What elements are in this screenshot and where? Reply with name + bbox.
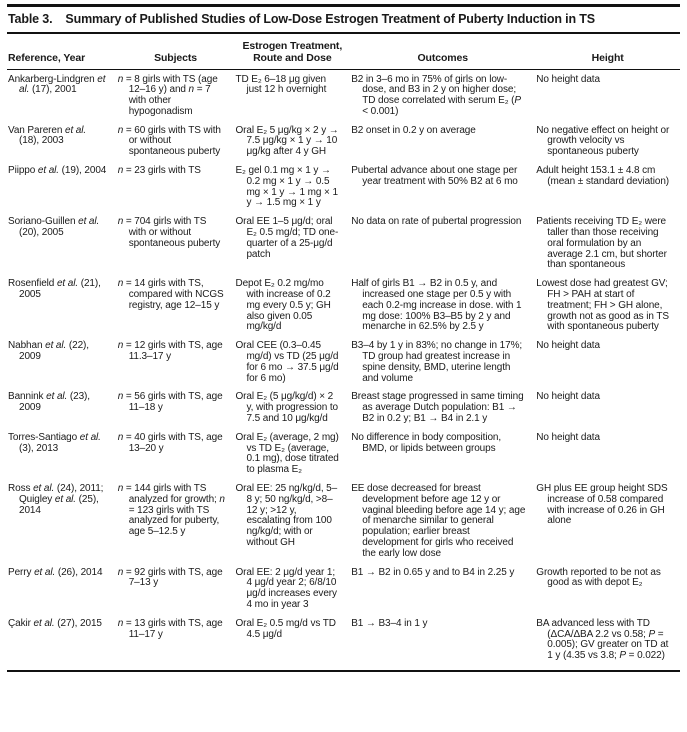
table-row bbox=[7, 433, 680, 484]
cell-reference: Rosenfield et al. (21), 2005 bbox=[8, 278, 101, 301]
cell-outcomes: EE dose decreased for breast development before age 12 y or vaginal bleeding before age 14 y; age of menarche similar to general population; earlier breast development for girls who received the early low dose bbox=[351, 483, 526, 559]
cell-height: No height data bbox=[536, 340, 600, 352]
cell-subjects: n = 13 girls with TS, age 11–17 y bbox=[117, 617, 223, 640]
cell-height: No negative effect on height or growth velocity vs spontaneous puberty bbox=[536, 124, 670, 158]
table-header bbox=[7, 34, 680, 69]
cell-height: No height data bbox=[536, 391, 600, 403]
cell-outcomes: B1 → B3–4 in 1 y bbox=[351, 617, 428, 629]
cell-reference: Bannink et al. (23), 2009 bbox=[8, 391, 90, 414]
table-row bbox=[7, 166, 680, 217]
cell-treatment: Oral E₂ (5 μg/kg/d) × 2 y, with progression to 7.5 and 10 μg/kg/d bbox=[235, 391, 338, 425]
cell-outcomes: B1 → B2 in 0.65 y and to B4 in 2.25 y bbox=[351, 566, 515, 578]
table-title: Summary of Published Studies of Low-Dose Estrogen Treatment of Puberty Induction in TS bbox=[65, 12, 595, 26]
table-row bbox=[7, 69, 680, 126]
table-caption bbox=[7, 4, 680, 34]
cell-treatment: Oral EE: 2 μg/d year 1; 4 μg/d year 2; 6/8/10 μg/d increases every 4 mo in year 3 bbox=[235, 566, 337, 610]
cell-treatment: Oral E₂ 5 μg/kg × 2 y → 7.5 μg/kg × 1 y → 10 μg/kg after 4 y GH bbox=[235, 124, 339, 158]
cell-subjects: n = 92 girls with TS, age 7–13 y bbox=[117, 566, 223, 589]
cell-outcomes: B3–4 by 1 y in 83%; no change in 17%; TD group had greatest increase in spine density, BMD, uterine length and volume bbox=[351, 340, 523, 384]
col-header-estrogen-treatment: Estrogen Treatment, Route and Dose bbox=[234, 34, 350, 69]
col-header-reference-year: Reference, Year bbox=[7, 34, 117, 69]
cell-reference: Soriano-Guillen et al. (20), 2005 bbox=[8, 216, 100, 239]
cell-subjects: n = 144 girls with TS analyzed for growth; n = 123 girls with TS analyzed for puberty, age 5–12.5 y bbox=[117, 483, 225, 538]
cell-treatment: Oral E₂ 0.5 mg/d vs TD 4.5 μg/d bbox=[235, 617, 336, 640]
cell-subjects: n = 40 girls with TS, age 13–20 y bbox=[117, 431, 223, 454]
studies-table bbox=[7, 34, 680, 672]
cell-reference: Nabhan et al. (22), 2009 bbox=[8, 340, 89, 363]
cell-subjects: n = 12 girls with TS, age 11.3–17 y bbox=[117, 340, 223, 363]
cell-treatment: Depot E₂ 0.2 mg/mo with increase of 0.2 mg every 0.5 y; GH also given 0.05 mg/kg/d bbox=[235, 278, 331, 333]
cell-reference: Van Pareren et al. (18), 2003 bbox=[8, 124, 87, 147]
cell-outcomes: B2 in 3–6 mo in 75% of girls on low-dose, and B3 in 2 y on higher dose; TD dose correlated with serum E₂ (P < 0.001) bbox=[351, 73, 521, 117]
cell-reference: Ross et al. (24), 2011; Quigley et al. (25), 2014 bbox=[8, 483, 104, 516]
cell-height: No height data bbox=[536, 431, 600, 443]
table-body bbox=[7, 69, 680, 671]
cell-treatment: Oral EE: 25 ng/kg/d, 5–8 y; 50 ng/kg/d, >8–12 y; >12 y, escalating from 100 ng/kg/d; with or without GH bbox=[235, 483, 338, 548]
cell-reference: Piippo et al. (19), 2004 bbox=[8, 165, 107, 177]
table-row bbox=[7, 484, 680, 568]
cell-height: Adult height 153.1 ± 4.8 cm (mean ± standard deviation) bbox=[536, 165, 670, 187]
col-header-outcomes: Outcomes bbox=[350, 34, 535, 69]
cell-treatment: Oral CEE (0.3–0.45 mg/d) vs TD (25 μg/d for 6 mo → 37.5 μg/d for 6 mo) bbox=[235, 340, 339, 384]
cell-treatment: Oral E₂ (average, 2 mg) vs TD E₂ (average, 0.1 mg), dose titrated to plasma E₂ bbox=[235, 431, 339, 476]
cell-subjects: n = 14 girls with TS, compared with NCGS registry, age 12–15 y bbox=[117, 278, 224, 311]
cell-height: Lowest dose had greatest GV; FH > PAH at start of treatment; FH > GH alone, growth not as good as in TS with spontaneous puberty bbox=[536, 278, 669, 333]
cell-subjects: n = 8 girls with TS (age 12–16 y) and n = 7 with other hypogonadism bbox=[117, 73, 218, 117]
cell-height: Growth reported to be not as good as with depot E₂ bbox=[536, 566, 661, 589]
cell-outcomes: No difference in body composition, BMD, or lipids between groups bbox=[351, 431, 502, 454]
cell-subjects: n = 56 girls with TS, age 11–18 y bbox=[117, 391, 223, 414]
table-row bbox=[7, 619, 680, 671]
header-row bbox=[7, 34, 680, 69]
table-number: Table 3. bbox=[8, 12, 53, 26]
cell-outcomes: Pubertal advance about one stage per year treatment with 50% B2 at 6 mo bbox=[351, 165, 518, 187]
cell-reference: Torres-Santiago et al. (3), 2013 bbox=[8, 431, 101, 454]
cell-reference: Ankarberg-Lindgren et al. (17), 2001 bbox=[8, 73, 106, 96]
col-header-height: Height bbox=[535, 34, 680, 69]
cell-reference: Perry et al. (26), 2014 bbox=[8, 566, 103, 578]
table-row bbox=[7, 279, 680, 341]
table-row bbox=[7, 126, 680, 166]
table-row bbox=[7, 341, 680, 392]
cell-reference: Çakir et al. (27), 2015 bbox=[8, 617, 102, 629]
cell-height: GH plus EE group height SDS increase of 0.58 compared with increase of 0.26 in GH alone bbox=[536, 483, 668, 527]
cell-outcomes: Breast stage progressed in same timing as average Dutch population: B1 → B2 in 0.2 y; B1 → B4 in 2.1 y bbox=[351, 391, 524, 425]
cell-subjects: n = 23 girls with TS bbox=[117, 165, 201, 177]
cell-subjects: n = 60 girls with TS with or without spontaneous puberty bbox=[117, 124, 221, 158]
table-row bbox=[7, 217, 680, 279]
cell-outcomes: Half of girls B1 → B2 in 0.5 y, and increased one stage per 0.5 y with each 0.2-mg increase in dose. with 1 mg dose: 100% B3–B5 by 2 y and menarche in 62.5% by 2.5 y bbox=[351, 278, 522, 333]
table-row bbox=[7, 392, 680, 432]
table-row bbox=[7, 568, 680, 619]
cell-outcomes: B2 onset in 0.2 y on average bbox=[351, 124, 476, 136]
cell-height: BA advanced less with TD (ΔCA/ΔBA 2.2 vs 0.58; P = 0.005); GV greater on TD at 1 y (4.35 vs 3.8; P = 0.022) bbox=[536, 617, 669, 662]
col-header-subjects: Subjects bbox=[117, 34, 235, 69]
cell-height: Patients receiving TD E₂ were taller than those receiving oral formulation by an average 2.1 cm, but shorter than spontaneous bbox=[536, 216, 667, 271]
cell-height: No height data bbox=[536, 73, 600, 85]
cell-treatment: E₂ gel 0.1 mg × 1 y → 0.2 mg × 1 y → 0.5 mg × 1 y → 1 mg × 1 y → 1.5 mg × 1 y bbox=[235, 165, 338, 209]
cell-outcomes: No data on rate of pubertal progression bbox=[351, 216, 522, 228]
cell-treatment: TD E₂ 6–18 μg given just 12 h overnight bbox=[235, 73, 327, 96]
cell-treatment: Oral EE 1–5 μg/d; oral E₂ 0.5 mg/d; TD one-quarter of a 25-μg/d patch bbox=[235, 216, 339, 260]
cell-subjects: n = 704 girls with TS with or without spontaneous puberty bbox=[117, 216, 221, 249]
